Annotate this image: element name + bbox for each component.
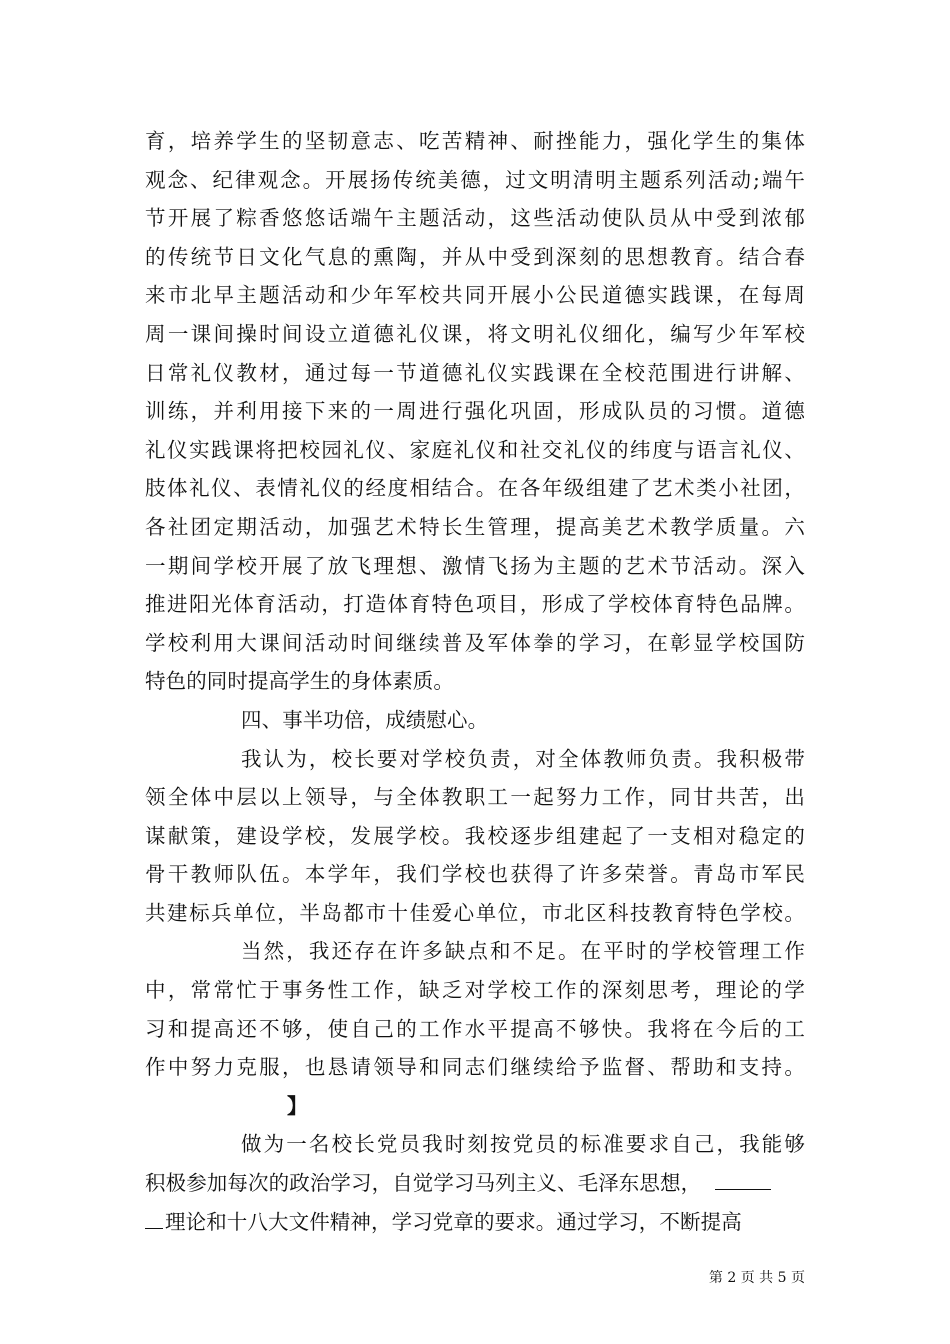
fill-blank-underline	[715, 1169, 771, 1190]
bracket-mark: 】	[287, 1093, 308, 1118]
text-line: 骨干教师队伍。本学年，我们学校也获得了许多荣誉。青岛市军民	[145, 862, 805, 887]
text-line: 领全体中层以上领导，与全体教职工一起努力工作，同甘共苦，出	[145, 785, 805, 810]
text-line: 作中努力克服，也恳请领导和同志们继续给予监督、帮助和支持。	[145, 1055, 805, 1080]
text-line: 训练，并利用接下来的一周进行强化巩固，形成队员的习惯。道德	[145, 399, 805, 424]
fill-blank-underline	[145, 1208, 163, 1229]
text-segment: 理论和十八大文件精神，学习党章的要求。通过学习，不断提高	[165, 1209, 742, 1234]
text-line: 一期间学校开展了放飞理想、激情飞扬为主题的艺术节活动。深入	[145, 553, 805, 578]
text-segment: 积极参加每次的政治学习，自觉学习马列主义、毛泽东思想，	[145, 1171, 702, 1196]
text-line: 做为一名校长党员我时刻按党员的标准要求自己，我能够	[241, 1132, 805, 1157]
text-line: 推进阳光体育活动，打造体育特色项目，形成了学校体育特色品牌。	[145, 592, 805, 617]
text-line-with-blank	[145, 1164, 805, 1203]
page-footer	[0, 1268, 950, 1288]
text-line: 的传统节日文化气息的熏陶，并从中受到深刻的思想教育。结合春	[145, 244, 805, 269]
text-line: 日常礼仪教材，通过每一节道德礼仪实践课在全校范围进行讲解、	[145, 360, 805, 385]
text-line: 育，培养学生的坚韧意志、吃苦精神、耐挫能力，强化学生的集体	[145, 129, 805, 153]
text-line: 习和提高还不够，使自己的工作水平提高不够快。我将在今后的工	[145, 1016, 805, 1041]
text-line: 共建标兵单位，半岛都市十佳爱心单位，市北区科技教育特色学校。	[145, 900, 805, 925]
text-line: 观念、纪律观念。开展扬传统美德，过文明清明主题系列活动;端午	[145, 167, 805, 192]
text-line: 学校利用大课间活动时间继续普及军体拳的学习，在彰显学校国防	[145, 630, 805, 655]
text-line-with-blank	[145, 1203, 805, 1242]
text-line: 当然，我还存在许多缺点和不足。在平时的学校管理工作	[241, 939, 805, 964]
text-line: 礼仪实践课将把校园礼仪、家庭礼仪和社交礼仪的纬度与语言礼仪、	[145, 437, 805, 462]
text-line: 我认为，校长要对学校负责，对全体教师负责。我积极带	[241, 746, 805, 771]
text-line: 节开展了粽香悠悠话端午主题活动，这些活动使队员从中受到浓郁	[145, 206, 805, 231]
text-line: 周一课间操时间设立道德礼仪课，将文明礼仪细化，编写少年军校	[145, 321, 805, 346]
text-line: 来市北早主题活动和少年军校共同开展小公民道德实践课，在每周	[145, 283, 805, 308]
text-line: 肢体礼仪、表情礼仪的经度相结合。在各年级组建了艺术类小社团，	[145, 476, 805, 501]
section-heading: 四、事半功倍，成绩慰心。	[241, 707, 489, 732]
text-line: 中，常常忙于事务性工作，缺乏对学校工作的深刻思考，理论的学	[145, 978, 805, 1003]
page-number: 第 2 页 共 5 页	[708, 1270, 805, 1286]
document-body	[145, 122, 805, 1241]
text-line: 各社团定期活动，加强艺术特长生管理，提高美艺术教学质量。六	[145, 514, 805, 539]
text-line: 谋献策，建设学校，发展学校。我校逐步组建起了一支相对稳定的	[145, 823, 805, 848]
text-line: 特色的同时提高学生的身体素质。	[145, 669, 454, 694]
